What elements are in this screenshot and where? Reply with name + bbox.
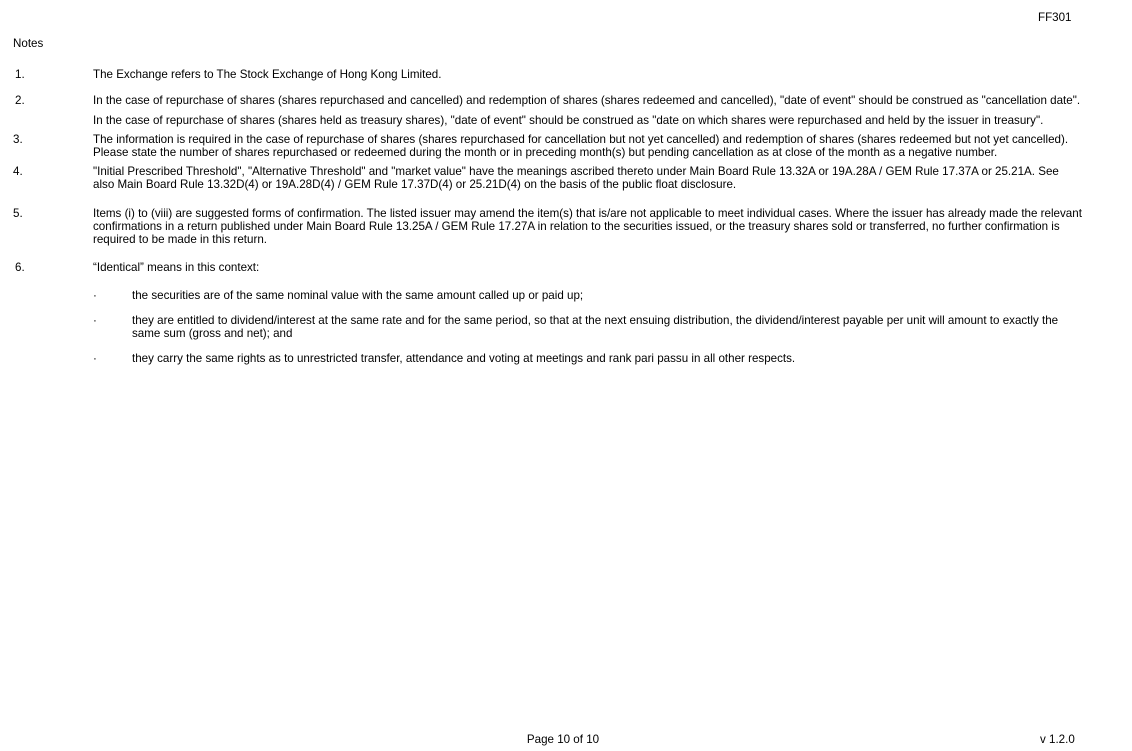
note-text: In the case of repurchase of shares (shares held as treasury shares), "date of event" should be construed as "date on which shares were repurchased and held by the issuer in treasury". (93, 114, 1044, 127)
note-text: In the case of repurchase of shares (shares repurchased and cancelled) and redemption of shares (shares redeemed and cancelled), "date of event" should be construed as "cancellation date". (93, 94, 1081, 107)
page-number: Page 10 of 10 (526, 733, 600, 746)
bullet-icon: · (93, 352, 97, 365)
note-5 (0, 207, 1083, 246)
note-text: Items (i) to (viii) are suggested forms of confirmation. The listed issuer may amend the item(s) that is/are not applicable to meet individual cases. Where the issuer has already made the relevant confirmations in a return published under Main Board Rule 13.25A / GEM Rule 17.27A in relation to the securities issued, or the treasury shares sold or transferred, no further confirmation is required to be made in this return. (93, 207, 1082, 246)
list-item (93, 314, 1083, 340)
version-label: v 1.2.0 (1040, 733, 1075, 746)
note-number: 2. (15, 94, 25, 107)
bullet-icon: · (93, 314, 97, 327)
note-number: 4. (13, 165, 23, 178)
list-item-text: they carry the same rights as to unrestricted transfer, attendance and voting at meetings and rank pari passu in all other respects. (132, 352, 796, 365)
notes-title: Notes (13, 37, 44, 50)
note-text: "Initial Prescribed Threshold", "Alternative Threshold" and "market value" have the meanings ascribed thereto under Main Board Rule 13.32A or 19A.28A / GEM Rule 17.37A or 25.21A. See also Main Board Rule 13.32D(4) or 19A.28D(4) / GEM Rule 17.37D(4) or 25.21D(4) on the basis of the public float disclosure. (93, 165, 1059, 191)
note-6 (0, 261, 1083, 365)
note-3 (0, 133, 1083, 159)
note-1 (0, 68, 1083, 81)
list-item (93, 289, 1083, 302)
list-item-text: the securities are of the same nominal value with the same amount called up or paid up; (132, 289, 584, 302)
note-number: 5. (13, 207, 23, 220)
form-code: FF301 (1038, 11, 1072, 24)
note-4 (0, 165, 1083, 191)
bullet-icon: · (93, 289, 97, 302)
note-number: 3. (13, 133, 23, 146)
note-text: The information is required in the case of repurchase of shares (shares repurchased for cancellation but not yet cancelled) and redemption of shares (shares redeemed but not yet cancelled). Please state the number of shares repurchased or redeemed during the month or in preceding month(s) but pending cancellation as at close of the month as a negative number. (93, 133, 1069, 159)
list-item-text: they are entitled to dividend/interest at the same rate and for the same period, so that at the next ensuing distribution, the dividend/interest payable per unit will amount to exactly the same sum (gross and net); and (132, 314, 1059, 340)
note-number: 1. (15, 68, 25, 81)
note-text: “Identical” means in this context: (93, 261, 260, 274)
note-number: 6. (15, 261, 25, 274)
list-item (93, 352, 1083, 365)
note-2 (0, 94, 1083, 127)
identical-criteria-list (93, 289, 1083, 365)
notes-list (0, 68, 1132, 365)
note-text: The Exchange refers to The Stock Exchange of Hong Kong Limited. (93, 68, 442, 81)
